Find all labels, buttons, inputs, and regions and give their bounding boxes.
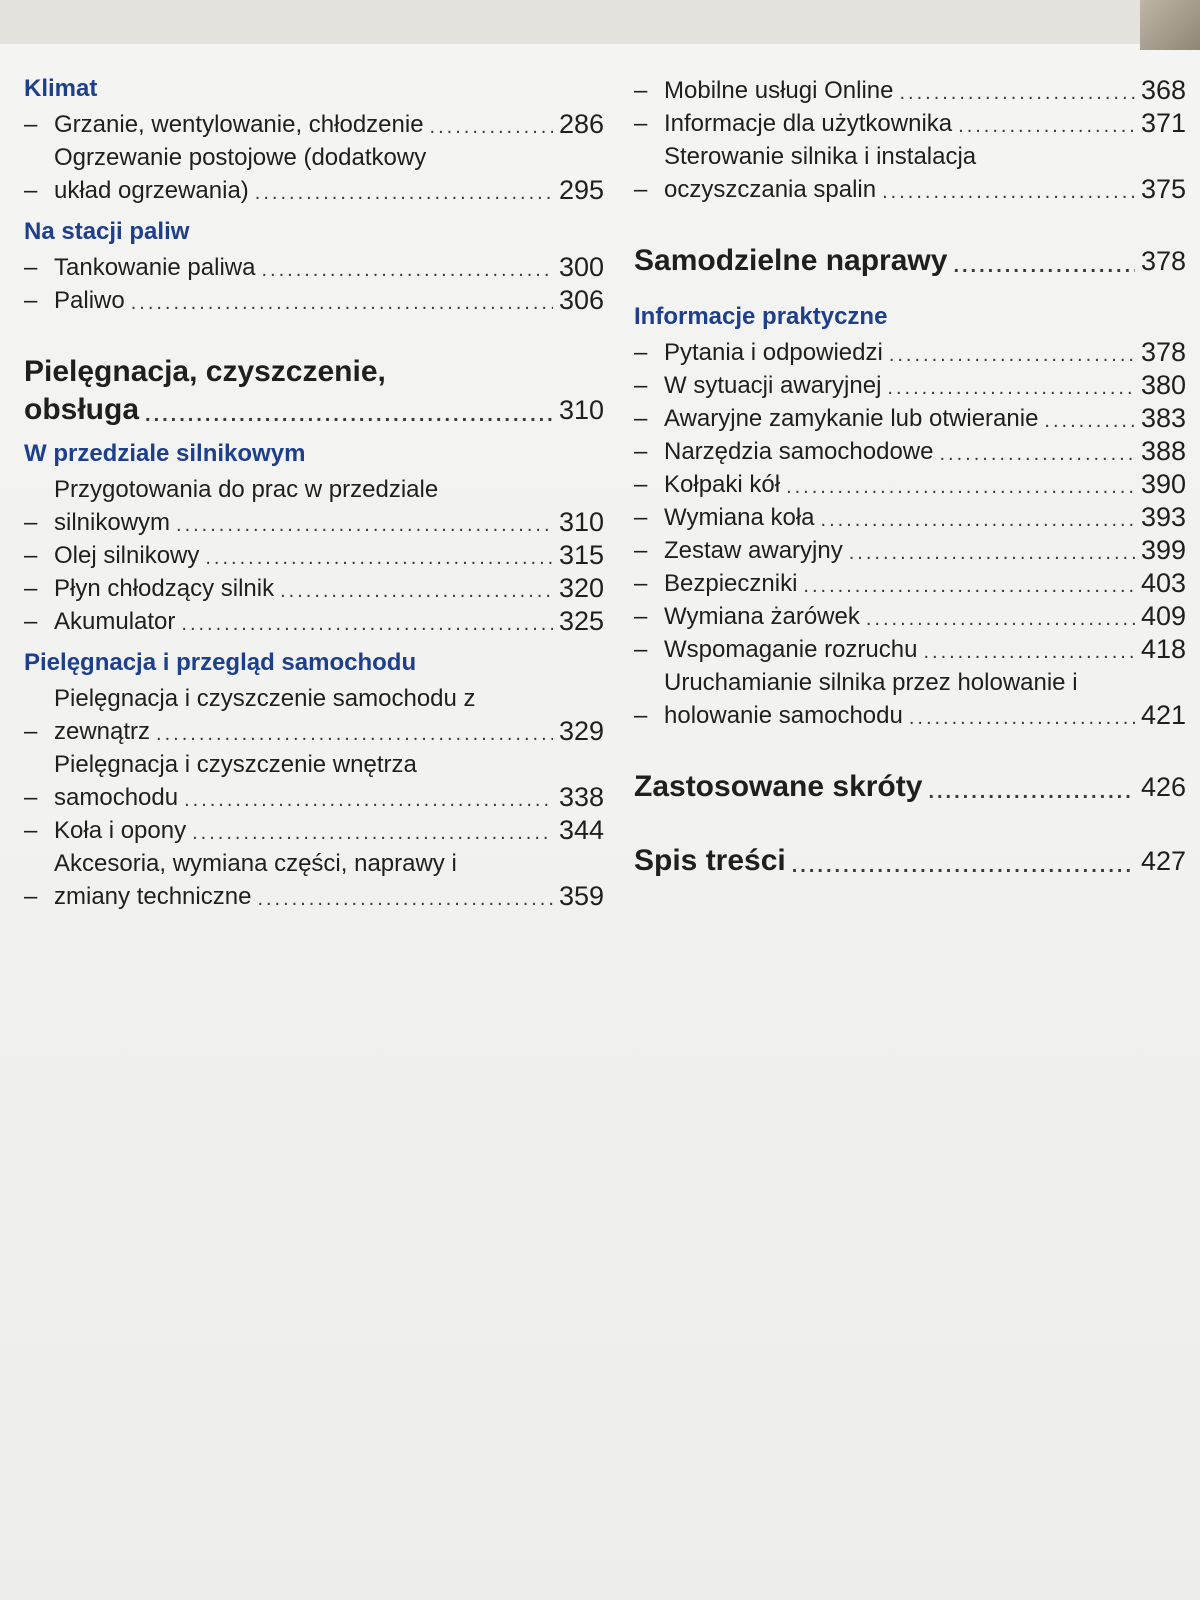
leader-dots xyxy=(821,506,1135,534)
page-number: 426 xyxy=(1140,772,1186,802)
section-stacja xyxy=(24,251,604,317)
page-number: 344 xyxy=(558,815,604,845)
entry-text xyxy=(54,473,604,539)
toc-entry[interactable] xyxy=(634,435,1186,468)
entry-label: Tankowanie paliwa xyxy=(54,254,256,281)
page-number: 383 xyxy=(1140,403,1186,433)
dash-bullet: – xyxy=(24,111,38,138)
chapter-line xyxy=(24,391,604,429)
page-number: 371 xyxy=(1140,108,1186,138)
leader-dots xyxy=(280,577,553,605)
toc-entry[interactable] xyxy=(634,666,1186,732)
dash-bullet: – xyxy=(24,287,38,314)
page-number: 315 xyxy=(558,540,604,570)
entry-label: holowanie samochodu xyxy=(664,702,903,729)
leader-dots xyxy=(257,885,553,913)
background-corner xyxy=(1140,0,1200,50)
entry-text xyxy=(54,682,604,748)
entry-text xyxy=(54,251,604,284)
entry-text xyxy=(664,336,1186,369)
toc-entry[interactable] xyxy=(634,107,1186,140)
leader-dots xyxy=(205,544,553,572)
entry-label: samochodu xyxy=(54,784,179,811)
dash-bullet: – xyxy=(634,438,648,465)
section-silnik xyxy=(24,473,604,638)
entry-label: Mobilne usługi Online xyxy=(664,77,894,104)
entry-text xyxy=(54,572,604,605)
entry-label: Przygotowania do prac w przedziale xyxy=(54,476,439,503)
chapter-line xyxy=(24,353,604,391)
leader-dots xyxy=(939,440,1134,468)
entry-text xyxy=(664,633,1186,666)
dash-bullet: – xyxy=(24,509,38,536)
page-number: 421 xyxy=(1140,700,1186,730)
entry-label: W sytuacji awaryjnej xyxy=(664,372,882,399)
entry-label: Bezpieczniki xyxy=(664,570,798,597)
dash-bullet: – xyxy=(24,883,38,910)
leader-dots xyxy=(923,638,1134,666)
section-top xyxy=(634,74,1186,206)
page-number: 329 xyxy=(558,716,604,746)
page-number: 378 xyxy=(1140,337,1186,367)
toc-entry[interactable] xyxy=(24,284,604,317)
page-number: 380 xyxy=(1140,370,1186,400)
page-number: 306 xyxy=(558,285,604,315)
leader-dots xyxy=(184,786,553,814)
section-przeglad xyxy=(24,682,604,913)
page-number: 320 xyxy=(558,573,604,603)
entry-label: oczyszczania spalin xyxy=(664,176,877,203)
section-title-przeglad: Pielęgnacja i przegląd samochodu xyxy=(24,649,417,676)
dash-bullet: – xyxy=(634,176,648,203)
page-number: 393 xyxy=(1140,502,1186,532)
section-title-silnik: W przedziale silnikowym xyxy=(24,440,306,467)
entry-text xyxy=(54,847,604,913)
dash-bullet: – xyxy=(634,471,648,498)
entry-text xyxy=(664,468,1186,501)
entry-text xyxy=(664,666,1186,732)
toc-entry[interactable] xyxy=(24,108,604,141)
chapter-title-line2: obsługa xyxy=(24,393,140,426)
toc-entry[interactable] xyxy=(634,369,1186,402)
leader-dots xyxy=(958,112,1135,140)
entry-label: Wymiana koła xyxy=(664,504,815,531)
toc-entry[interactable] xyxy=(634,468,1186,501)
chapter-zastosowane-skroty xyxy=(634,768,1186,806)
page-number: 388 xyxy=(1140,436,1186,466)
entry-label: Informacje dla użytkownika xyxy=(664,110,953,137)
toc-entry[interactable] xyxy=(634,567,1186,600)
leader-dots xyxy=(889,341,1135,369)
dash-bullet: – xyxy=(634,603,648,630)
left-column xyxy=(24,74,604,913)
entry-text xyxy=(664,369,1186,402)
toc-entry[interactable] xyxy=(634,336,1186,369)
entry-label: Akumulator xyxy=(54,608,176,635)
entry-text xyxy=(54,108,604,141)
toc-entry[interactable] xyxy=(24,539,604,572)
entry-text xyxy=(54,539,604,572)
page-number: 286 xyxy=(558,109,604,139)
toc-entry[interactable] xyxy=(634,501,1186,534)
entry-label: Ogrzewanie postojowe (dodatkowy xyxy=(54,144,427,171)
page-number: 375 xyxy=(1140,174,1186,204)
entry-text xyxy=(664,567,1186,600)
entry-text xyxy=(664,534,1186,567)
toc-entry[interactable] xyxy=(634,534,1186,567)
leader-dots xyxy=(255,179,553,207)
page-number: 399 xyxy=(1140,535,1186,565)
dash-bullet: – xyxy=(634,537,648,564)
section-title-klimat: Klimat xyxy=(24,75,98,102)
leader-dots xyxy=(849,539,1135,567)
page-number: 300 xyxy=(558,252,604,282)
section-title-stacja: Na stacji paliw xyxy=(24,218,190,245)
leader-dots xyxy=(176,511,553,539)
page-number: 359 xyxy=(558,881,604,911)
entry-text xyxy=(664,140,1186,206)
page-number: 409 xyxy=(1140,601,1186,631)
entry-label: Sterowanie silnika i instalacja xyxy=(664,143,977,170)
entry-label: układ ogrzewania) xyxy=(54,177,249,204)
page-number: 310 xyxy=(558,507,604,537)
chapter-title: Spis treści xyxy=(634,844,786,877)
leader-dots xyxy=(145,401,553,429)
entry-text xyxy=(664,402,1186,435)
entry-label: Uruchamianie silnika przez holowanie i xyxy=(664,669,1078,696)
entry-label: Awaryjne zamykanie lub otwieranie xyxy=(664,405,1039,432)
toc-entry[interactable] xyxy=(634,402,1186,435)
chapter-title: Zastosowane skróty xyxy=(634,770,923,803)
toc-entry[interactable] xyxy=(634,140,1186,206)
dash-bullet: – xyxy=(24,575,38,602)
dash-bullet: – xyxy=(634,339,648,366)
toc-entry[interactable] xyxy=(24,605,604,638)
entry-label: Akcesoria, wymiana części, naprawy i xyxy=(54,850,457,877)
toc-entry[interactable] xyxy=(634,74,1186,107)
entry-text xyxy=(664,74,1186,107)
entry-label: Wspomaganie rozruchu xyxy=(664,636,918,663)
chapter-title: Samodzielne naprawy xyxy=(634,244,948,277)
dash-bullet: – xyxy=(634,77,648,104)
dash-bullet: – xyxy=(24,718,38,745)
entry-label: silnikowym xyxy=(54,509,171,536)
entry-label: Koła i opony xyxy=(54,817,187,844)
page-number: 390 xyxy=(1140,469,1186,499)
right-column xyxy=(634,74,1186,880)
dash-bullet: – xyxy=(634,372,648,399)
entry-label: Zestaw awaryjny xyxy=(664,537,843,564)
page-number: 403 xyxy=(1140,568,1186,598)
toc-entry[interactable] xyxy=(24,814,604,847)
entry-label: Narzędzia samochodowe xyxy=(664,438,934,465)
chapter-spis-tresci xyxy=(634,842,1186,880)
leader-dots xyxy=(131,289,553,317)
entry-text xyxy=(664,600,1186,633)
leader-dots xyxy=(909,704,1135,732)
dash-bullet: – xyxy=(24,542,38,569)
toc-entry[interactable] xyxy=(24,473,604,539)
leader-dots xyxy=(181,610,553,638)
leader-dots xyxy=(792,852,1135,880)
page-number: 368 xyxy=(1140,75,1186,105)
page-number: 325 xyxy=(558,606,604,636)
page-number: 338 xyxy=(558,782,604,812)
leader-dots xyxy=(953,252,1135,280)
leader-dots xyxy=(866,605,1135,633)
entry-text xyxy=(54,284,604,317)
leader-dots xyxy=(882,178,1135,206)
leader-dots xyxy=(786,473,1135,501)
entry-label: zewnątrz xyxy=(54,718,151,745)
toc-entry[interactable] xyxy=(634,600,1186,633)
entry-label: Kołpaki kół xyxy=(664,471,781,498)
entry-text xyxy=(54,141,604,207)
chapter-pielegnacja xyxy=(24,353,604,429)
chapter-title-line1: Pielęgnacja, czyszczenie, xyxy=(24,355,386,388)
page-number: 310 xyxy=(558,395,604,425)
toc-entry[interactable] xyxy=(24,847,604,913)
page-number: 427 xyxy=(1140,846,1186,876)
section-title-praktyczne: Informacje praktyczne xyxy=(634,303,888,330)
chapter-samodzielne-naprawy xyxy=(634,242,1186,280)
leader-dots xyxy=(1044,407,1135,435)
toc-entry[interactable] xyxy=(24,141,604,207)
dash-bullet: – xyxy=(24,784,38,811)
leader-dots xyxy=(899,79,1134,107)
dash-bullet: – xyxy=(634,110,648,137)
entry-text xyxy=(54,748,604,814)
leader-dots xyxy=(156,720,553,748)
dash-bullet: – xyxy=(24,817,38,844)
entry-label: Olej silnikowy xyxy=(54,542,200,569)
leader-dots xyxy=(261,256,552,284)
entry-text xyxy=(664,501,1186,534)
entry-label: Pielęgnacja i czyszczenie samochodu z xyxy=(54,685,476,712)
dash-bullet: – xyxy=(634,702,648,729)
toc-entry[interactable] xyxy=(24,251,604,284)
leader-dots xyxy=(803,572,1135,600)
entry-text xyxy=(664,107,1186,140)
entry-text xyxy=(664,435,1186,468)
leader-dots xyxy=(928,778,1135,806)
dash-bullet: – xyxy=(634,570,648,597)
entry-label: Wymiana żarówek xyxy=(664,603,860,630)
toc-entry[interactable] xyxy=(24,748,604,814)
page-number: 295 xyxy=(558,175,604,205)
entry-label: Pielęgnacja i czyszczenie wnętrza xyxy=(54,751,417,778)
dash-bullet: – xyxy=(24,177,38,204)
entry-label: zmiany techniczne xyxy=(54,883,252,910)
section-praktyczne xyxy=(634,336,1186,732)
leader-dots xyxy=(192,819,553,847)
dash-bullet: – xyxy=(634,405,648,432)
section-klimat xyxy=(24,108,604,207)
entry-text xyxy=(54,605,604,638)
toc-entry[interactable] xyxy=(24,682,604,748)
entry-label: Grzanie, wentylowanie, chłodzenie xyxy=(54,111,424,138)
dash-bullet: – xyxy=(24,608,38,635)
dash-bullet: – xyxy=(24,254,38,281)
toc-entry[interactable] xyxy=(24,572,604,605)
entry-label: Pytania i odpowiedzi xyxy=(664,339,883,366)
page-number: 418 xyxy=(1140,634,1186,664)
toc-entry[interactable] xyxy=(634,633,1186,666)
entry-label: Paliwo xyxy=(54,287,125,314)
page-number: 378 xyxy=(1140,246,1186,276)
dash-bullet: – xyxy=(634,504,648,531)
dash-bullet: – xyxy=(634,636,648,663)
leader-dots xyxy=(887,374,1135,402)
entry-label: Płyn chłodzący silnik xyxy=(54,575,275,602)
leader-dots xyxy=(430,113,553,141)
entry-text xyxy=(54,814,604,847)
